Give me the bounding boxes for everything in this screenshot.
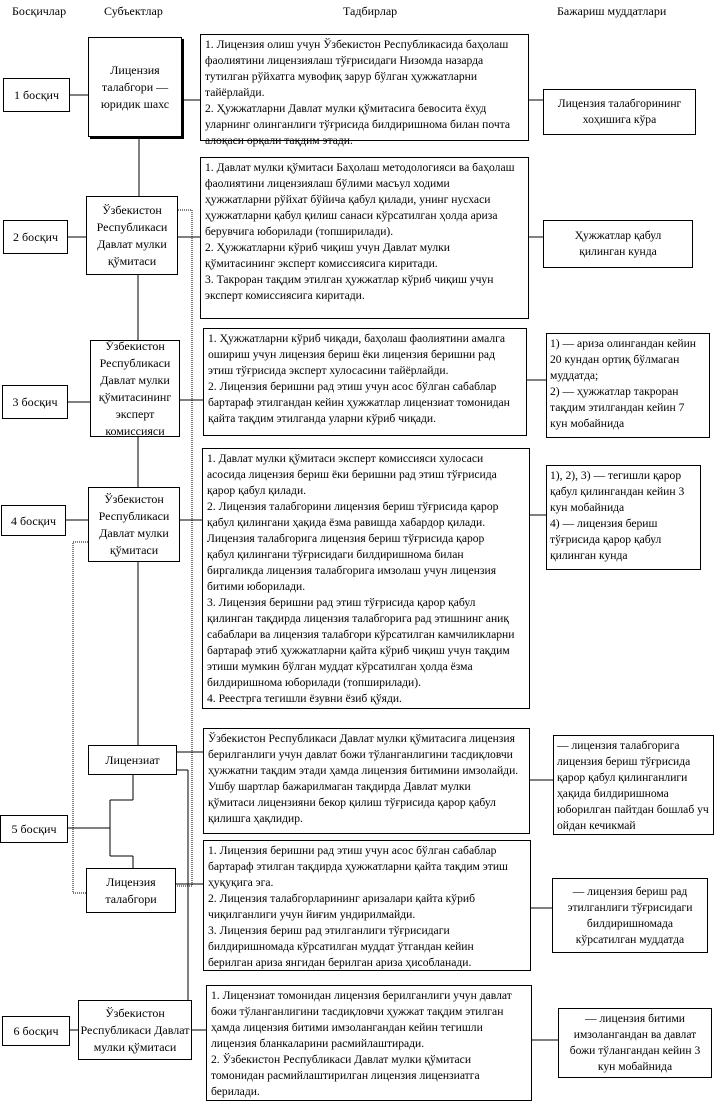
text-line: ҳужжатни тақдим этади ҳамда лицензия битимини имзолайди.	[208, 764, 519, 777]
stage-label: 3 босқич	[12, 395, 58, 409]
text-line: этиш тўғрисида эксперт хулосасини тайёрлайди.	[208, 364, 449, 377]
text-line: Лицензиат	[105, 752, 160, 767]
text-line: божи тўланганлигини тасдиқловчи ҳужжат тақдим этилган	[211, 1005, 504, 1018]
text-line: қилинган тақдирда лицензия талабгорига рад этишнинг аниқ	[207, 612, 509, 625]
text-line: 1. Давлат мулки қўмитаси эксперт комиссияси хулосаси	[207, 452, 484, 465]
text-line: Лицензия	[110, 62, 160, 77]
text-line: берилади.	[211, 1085, 260, 1098]
actions-stage-4	[202, 448, 530, 709]
text-line: қўмитаси лицензияни бекор қилиш тўғрисида қарор қабул	[208, 796, 496, 809]
text-line: 4) — лицензия бериш	[550, 517, 658, 530]
text-line: Давлат мулки	[100, 372, 170, 387]
actions-stage-1	[200, 34, 529, 147]
text-line: 1. Давлат мулки қўмитаси Баҳолаш методологияси ва баҳолаш	[205, 161, 515, 174]
text-line: 2) — ҳужжатлар такроран	[550, 385, 679, 398]
text-line: қарор қабул қилинганлиги	[557, 771, 688, 784]
text-line: эксперт комиссиясига киритади.	[205, 289, 365, 302]
text-line: 3. Лицензия беришни рад этиш тўғрисида қарор қабул	[207, 596, 476, 609]
subject-state-property-committee-2	[88, 487, 180, 562]
text-line: 2. Лицензия талабгорларининг аризалари қайта кўриб	[208, 892, 475, 905]
text-line: мулки қўмитаси	[93, 1039, 177, 1054]
text-line: қайта тақдим этилганда уларни кўриб чиқади.	[208, 412, 437, 425]
text-line: тўғрисида қарор қабул	[550, 533, 662, 546]
text-line: 1. Лицензиат томонидан лицензия берилганлиги учун давлат	[211, 989, 512, 1002]
text-line: юборилган пайтдан бошлаб уч	[557, 803, 709, 816]
text-line: тақдим этилгандан кейин 7	[550, 401, 685, 414]
text-line: 20 кундан ортиқ бўлмаган	[550, 353, 680, 366]
text-line: алоқаси орқали тақдим этади.	[205, 134, 353, 147]
text-line: Давлат мулки	[99, 525, 169, 540]
text-line: Ўзбекистон	[104, 491, 164, 506]
subject-licensee	[88, 745, 177, 775]
text-line: лицензия бериш тўғрисида	[557, 755, 691, 768]
text-line: томонидан расмийлаштирилган лицензия лицензиатга	[211, 1069, 480, 1082]
text-line: қабул қилингандан кейин 3	[550, 485, 685, 498]
text-line: билдиришномада	[586, 916, 674, 930]
text-line: Республикаси Давлат	[80, 1022, 190, 1037]
text-line: комиссияси	[105, 423, 165, 438]
text-line: Ўзбекистон	[105, 1005, 165, 1020]
text-line: ҳуқуқига эга.	[208, 876, 274, 889]
column-header-subjects: Субъектлар	[104, 4, 163, 18]
text-line: 1), 2), 3) — тегишли қарор	[550, 469, 682, 482]
text-line: қилинган кунда	[550, 549, 628, 562]
text-line: 3. Такроран тақдим этилган ҳужжатлар кўриб чиқиш учун	[205, 273, 494, 286]
deadline-stage-3	[546, 333, 710, 438]
text-line: қўмитасининг эксперт комиссиясига киритади.	[205, 257, 438, 270]
stage-label: 2 босқич	[12, 230, 59, 244]
stage-label: 4 босқич	[10, 513, 57, 528]
actions-stage-5-applicant	[203, 840, 531, 971]
text-line: Давлат мулки	[97, 236, 167, 251]
text-line: қўмитаси	[109, 542, 159, 557]
text-line: юридик шахс	[100, 96, 170, 111]
text-line: — лицензия битими	[585, 1012, 685, 1025]
text-line: талабгори —	[101, 79, 169, 94]
subject-license-applicant	[86, 868, 176, 913]
text-line: Республикаси	[96, 219, 168, 234]
text-line: биргаликда лицензия талабгорига имзолаш учун лицензия	[207, 564, 497, 577]
deadline-stage-5-applicant	[552, 878, 708, 953]
text-line: 1. Лицензия олиш учун Ўзбекистон Республикасида баҳолаш	[205, 38, 509, 51]
stage-6	[2, 1016, 70, 1046]
stage-label: 5 босқич	[11, 822, 57, 836]
deadline-stage-2	[543, 220, 693, 268]
text-line: тутилган рўйхатга мувофиқ зарур бўлган ҳужжатларни	[205, 70, 478, 83]
stage-label: 1 босқич	[13, 88, 60, 102]
text-line: кун мобайнида	[550, 501, 625, 514]
stage-label: 6 босқич	[13, 1024, 59, 1038]
text-line: 3. Лицензия бериш рад этилганлиги тўғрисидаги	[208, 924, 450, 937]
column-header-stages: Босқичлар	[12, 4, 67, 18]
stage-5	[0, 815, 68, 843]
text-line: битими юборилади.	[207, 580, 306, 593]
text-line: берувчига юборилади (топширилади).	[205, 225, 394, 238]
text-line: берилганлиги учун давлат божи тўланганлигини тасдиқловчи	[208, 748, 513, 761]
text-line: — лицензия талабгорига	[557, 739, 680, 752]
text-line: 2. Ҳужжатларни Давлат мулки қўмитасига бевосита ёхуд	[205, 102, 487, 115]
text-line: хоҳишига кўра	[582, 113, 657, 126]
text-line: қўмитаси	[107, 253, 157, 268]
text-line: қилишга ҳақлидир.	[208, 812, 303, 825]
text-line: муддатда;	[550, 369, 599, 382]
text-line: 2. Лицензия талабгорини лицензия бериш тўғрисида қарор	[207, 500, 499, 513]
deadline-stage-1	[543, 89, 696, 135]
text-line: Ўзбекистон	[102, 202, 162, 217]
text-line: Ҳужжатлар қабул	[574, 229, 662, 242]
text-line: 1) — ариза олингандан кейин	[550, 337, 697, 350]
stage-2	[3, 220, 68, 254]
actions-stage-6	[206, 985, 532, 1101]
column-header-actions: Тадбирлар	[343, 4, 398, 18]
column-header-deadlines: Бажариш муддатлари	[557, 4, 667, 18]
text-line: — лицензия бериш рад	[572, 884, 688, 898]
text-line: 1. Лицензия беришни рад этиш учун асос бўлган сабаблар	[208, 844, 497, 857]
text-line: тайёрлайди.	[205, 86, 265, 99]
text-line: билдиришнома юборилади (топширилади).	[207, 676, 421, 689]
text-line: қарор қабул қилади.	[207, 484, 307, 497]
stage-3	[2, 385, 68, 419]
text-line: уларнинг олинганлиги тўғрисида билдиришнома билан почта	[205, 118, 511, 131]
text-line: божи тўлангандан кейин 3	[569, 1044, 701, 1057]
deadline-stage-4	[546, 465, 701, 570]
text-line: ошириш учун лицензия бериш ёки лицензия беришни рад	[208, 348, 495, 361]
text-line: сабаблари ва лицензия талабгори кўрсатилган камчиликларни	[207, 628, 515, 641]
text-line: Ўзбекистон Республикаси Давлат мулки қўмитасига лицензия	[208, 732, 515, 745]
text-line: Лицензия талабгорига лицензия бериш тўғрисида қарор	[207, 532, 485, 545]
actions-stage-3	[203, 328, 527, 436]
text-line: Ушбу шартлар бажарилмаган тақдирда Давлат мулки	[208, 780, 471, 793]
subject-state-property-committee	[86, 196, 178, 275]
text-line: ҳужжатларни қабул қилиш санаси кўрсатилган ҳолда ариза	[205, 209, 498, 222]
text-line: ҳамда лицензия битими имзолангандан кейин тегишли	[211, 1021, 483, 1034]
text-line: лицензия бланкаларини расмийлаштиради.	[211, 1037, 425, 1050]
stage-1	[3, 78, 70, 112]
text-line: Республикаси	[99, 355, 171, 370]
subject-expert-commission	[90, 340, 180, 437]
text-line: имзолангандан ва давлат	[573, 1028, 697, 1041]
text-line: этилганлиги тўғрисидаги	[567, 900, 693, 914]
text-line: 2. Ўзбекистон Республикаси Давлат мулки қўмитаси	[211, 1053, 472, 1066]
text-line: 2. Ҳужжатларни кўриб чиқиш учун Давлат мулки	[205, 241, 450, 254]
text-line: бартараф этилгандан кейин ҳужжатлар лицензиат томонидан	[208, 396, 510, 409]
text-line: асосида лицензия бериш ёки беришни рад этиш тўғрисида	[207, 468, 497, 481]
text-line: эксперт	[115, 406, 155, 421]
text-line: ойдан кечикмай	[557, 819, 636, 832]
text-line: бартараф этилган тақдирда ҳужжатларни қайта тақдим этиш	[208, 860, 508, 873]
text-line: қилинган кунда	[579, 245, 657, 258]
text-line: этиши мумкин бўлган муддат кўрсатилган ҳолда ёзма	[207, 660, 473, 673]
text-line: чиқилганлиги учун йиғим ундирилмайди.	[208, 908, 416, 921]
actions-stage-5-licensee	[203, 728, 530, 834]
text-line: Лицензия талабгорининг	[557, 97, 682, 110]
text-line: қўмитасининг	[98, 389, 172, 404]
text-line: қабул қилингани ҳақида ёзма равишда хабардор қилади.	[207, 516, 486, 529]
text-line: 1. Ҳужжатларни кўриб чиқади, баҳолаш фаолиятини амалга	[208, 332, 506, 345]
text-line: фаолиятини лицензиялаш бўлими масъул ходими	[205, 177, 450, 190]
subject-state-property-committee-3	[78, 1000, 192, 1060]
text-line: 4. Реестрга тегишли ёзувни ёзиб қўяди.	[207, 692, 402, 705]
text-line: ҳақида билдиришнома	[557, 787, 669, 800]
deadline-stage-5-licensee	[553, 735, 714, 835]
text-line: фаолиятини лицензиялаш тўғрисидаги Низомда назарда	[205, 54, 484, 67]
text-line: бартараф этиб ҳужжатларни қайта кўриб чиқиш учун тақдим	[207, 644, 510, 657]
text-line: қабул қилингани тўғрисидаги билдиришнома билан	[207, 548, 464, 561]
text-line: кўрсатилган муддатда	[575, 932, 685, 946]
text-line: кун мобайнида	[550, 417, 625, 430]
text-line: билдиришномада кўрсатилган муддат ўтгандан кейин	[208, 940, 474, 953]
text-line: талабгори	[105, 891, 157, 906]
stage-4	[1, 505, 66, 536]
subject-applicant-legal-entity	[88, 37, 182, 137]
actions-stage-2	[200, 157, 529, 319]
deadline-stage-6	[558, 1008, 712, 1078]
text-line: 2. Лицензия беришни рад этиш учун асос бўлган сабаблар	[208, 380, 497, 393]
text-line: берилган ариза янгидан берилган ариза ҳисобланади.	[208, 956, 472, 969]
text-line: Республикаси	[98, 508, 170, 523]
text-line: Ўзбекистон	[105, 338, 165, 353]
text-line: кун мобайнида	[597, 1060, 673, 1073]
text-line: Лицензия	[106, 874, 156, 889]
text-line: ҳужжатларни рўйхат бўйича қабул қилади, унинг нусхаси	[205, 193, 491, 206]
